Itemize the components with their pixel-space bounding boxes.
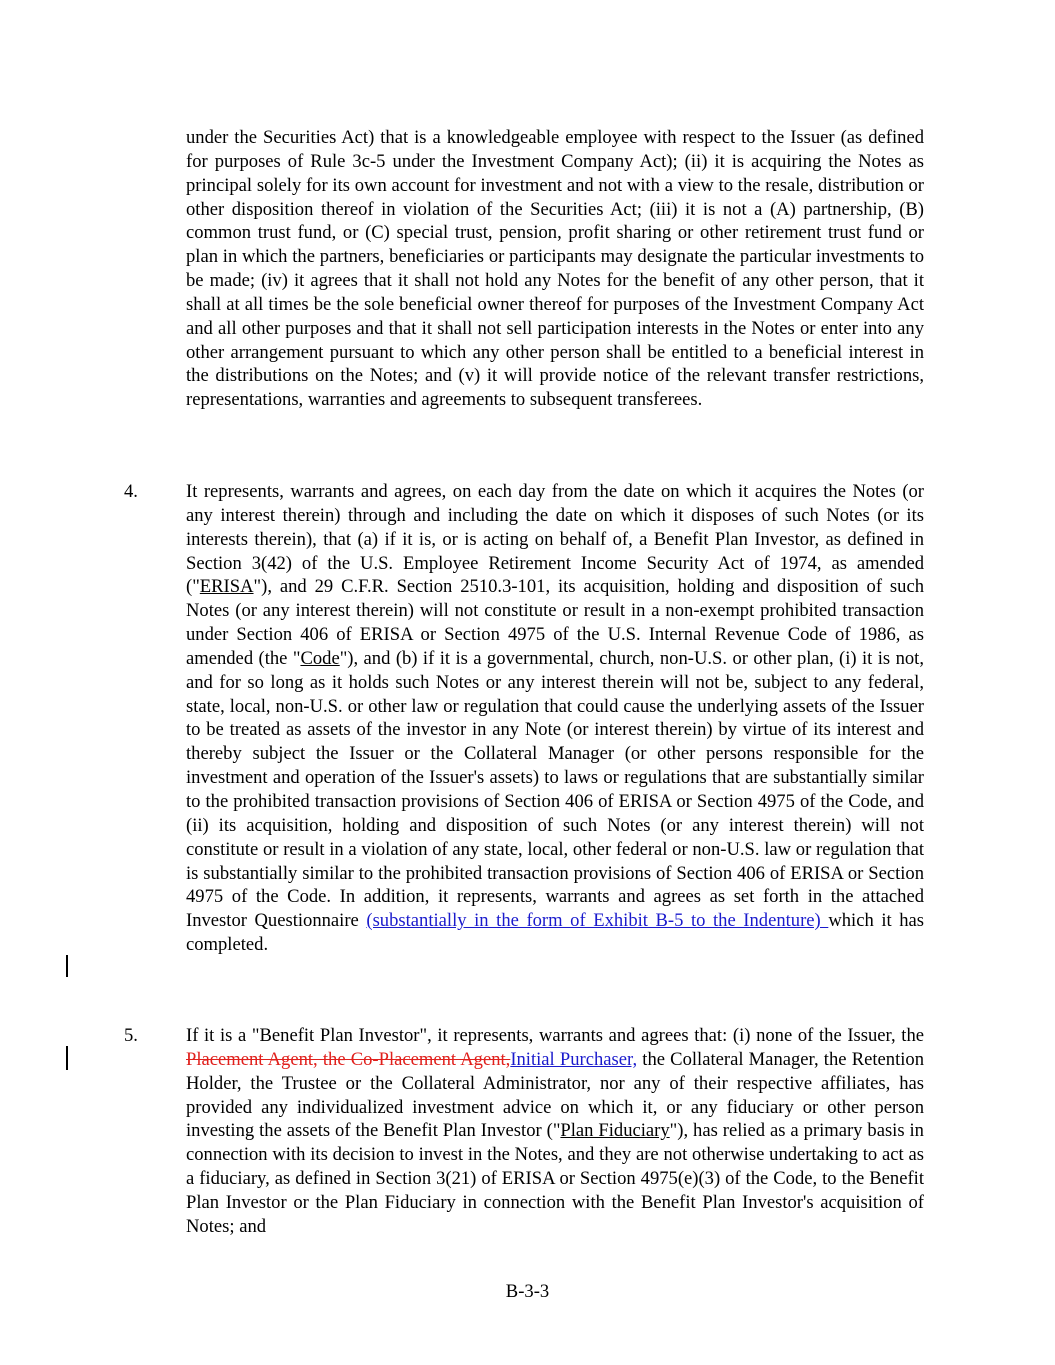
defined-term-plan-fiduciary: Plan Fiduciary [560, 1120, 670, 1142]
item-5-text-3: "), has relied as a primary basis in connection with its decision to invest in the Notes, and they are not otherwise undertaking to act as a fiduciary, as defined in Section 3(21) of ERISA or Section 4975(e)(3) of the Code, to the Benefit Plan Investor or the Plan Fiduciary in connection with the Benefit Plan Investor's acquisition of Notes; and [186, 1120, 924, 1237]
item-4-text-1: It represents, warrants and agrees, on each day from the date on which it acquires the Notes (or any interest therein) through and including the date on which it disposes of such Notes (or its interests therein), that (a) if it is, or is acting on behalf of, a Benefit Plan Investor, as defined in Section 3(42) of the U.S. Employee Retirement Income Security Act of 1974, as amended (" [186, 481, 924, 598]
item-5-paragraph [186, 1024, 924, 1239]
defined-term-erisa: ERISA [199, 576, 254, 598]
item-5-text-2: the Collateral Manager, the Retention Holder, the Trustee or the Collateral Administrator, nor any of their respective affiliates, has provided any individualized investment advice on which it, or any fiduciary or other person investing the assets of the Benefit Plan Investor (" [186, 1048, 924, 1142]
continuation-paragraph [186, 126, 924, 412]
page-number-footer: B-3-3 [505, 1281, 550, 1302]
item-4-text-3: "), and (b) if it is a governmental, church, non-U.S. or other plan, (i) it is not, and for so long as it holds such Notes or any interest therein will not be, subject to any federal, state, local, non-U.S. or other law or regulation that could cause the underlying assets of the Issuer to be treated as assets of the investor in any Note (or interest therein) by virtue of its interest and thereby subject the Issuer or the Collateral Manager (or other persons responsible for the investment and operation of the Issuer's assets) to laws or regulations that are substantially similar to the prohibited transaction provisions of Section 406 of ERISA or Section 4975 of the Code, and (ii) its acquisition, holding and disposition of such Notes (or any interest therein) will not constitute or result in a violation of any state, local, other federal or non-U.S. law or regulation that is substantially similar to the prohibited transaction provisions of Section 406 of ERISA or Section 4975 of the Code. In addition, it represents, warrants and agrees as set forth in the attached Investor Questionnaire [186, 647, 924, 932]
change-bar-item-5 [66, 1046, 68, 1070]
change-bar-item-4 [66, 955, 68, 977]
item-4-text-4: which it has completed. [186, 910, 925, 956]
item-number-4: 4. [124, 481, 138, 502]
paragraph-text: under the Securities Act) that is a knowledgeable employee with respect to the Issuer (as defined for purposes of Rule 3c-5 under the Investment Company Act); (ii) it is acquiring the Notes as principal solely for its own account for investment and not with a view to the resale, distribution or other disposition thereof in violation of the Securities Act; (iii) it is not a (A) partnership, (B) common trust fund, or (C) special trust, pension, profit sharing or other retirement trust fund or plan in which the partners, beneficiaries or participants may designate the particular investments to be made; (iv) it agrees that it shall not hold any Notes for the benefit of any other person, that it shall at all times be the sole beneficial owner thereof for purposes of the Investment Company Act and all other purposes and that it shall not sell participation interests in the Notes or enter into any other arrangement pursuant to which any other person shall be entitled to a beneficial interest in the distributions on the Notes; and (v) it will provide notice of the relevant transfer restrictions, representations, warranties and agreements to subsequent transferees. [186, 127, 924, 411]
defined-term-code: Code [300, 647, 340, 669]
tracked-insertion-exhibit[interactable]: (substantially in the form of Exhibit B-5 to the Indenture) [366, 910, 829, 932]
tracked-insertion-initial-purchaser[interactable]: Initial Purchaser, [510, 1048, 638, 1070]
tracked-deletion-placement-agent[interactable]: Placement Agent, the Co-Placement Agent, [186, 1048, 511, 1070]
item-number-5: 5. [124, 1025, 138, 1046]
item-4-text-2: "), and 29 C.F.R. Section 2510.3-101, its acquisition, holding and disposition of such Notes (or any interest therein) will not constitute or result in a non-exempt prohibited transaction under Section 406 of ERISA or Section 4975 of the U.S. Internal Revenue Code of 1986, as amended (the " [186, 576, 924, 669]
item-5-text-1: If it is a "Benefit Plan Investor", it represents, warrants and agrees that: (i) none of the Issuer, the [186, 1025, 924, 1046]
item-4-paragraph [186, 480, 924, 957]
